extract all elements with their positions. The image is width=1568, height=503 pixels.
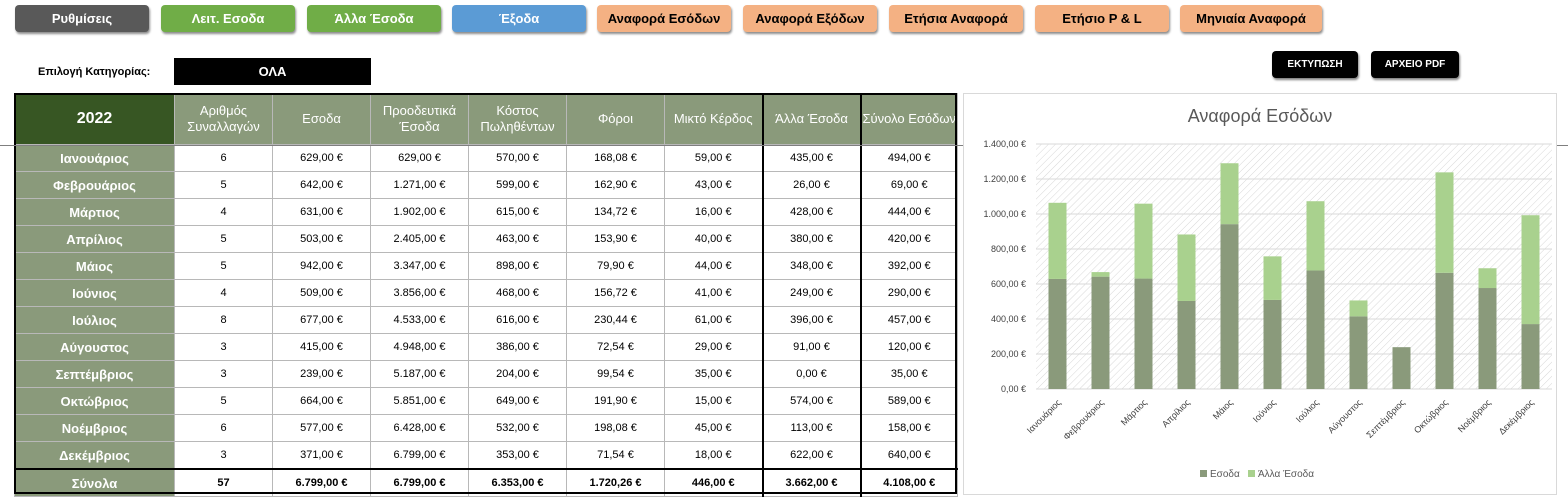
table-cell: 380,00 € (763, 226, 861, 253)
table-cell: 162,90 € (567, 172, 665, 199)
table-cell: 468,00 € (469, 280, 567, 307)
table-cell: 8 (175, 307, 273, 334)
month-cell: Απρίλιος (15, 226, 175, 253)
bar-other-income (1522, 215, 1540, 324)
table-cell: 6.799,00 € (371, 442, 469, 470)
table-cell: 457,00 € (861, 307, 958, 334)
table-row (15, 172, 958, 199)
bar-other-income (1307, 201, 1325, 270)
table-cell: 5.187,00 € (371, 361, 469, 388)
x-tick-label: Δεκέμβριος (1496, 397, 1536, 437)
table-cell: 615,00 € (469, 199, 567, 226)
table-row (15, 415, 958, 442)
table-cell: 0,00 € (763, 361, 861, 388)
total-cell: 3.662,00 € (763, 469, 861, 497)
y-tick-label: 0,00 € (1000, 384, 1026, 394)
table-cell: 2.405,00 € (371, 226, 469, 253)
bar-income (1479, 288, 1497, 389)
table-cell: 396,00 € (763, 307, 861, 334)
x-tick-label: Μάιος (1210, 397, 1235, 422)
table-cell: 435,00 € (763, 145, 861, 172)
column-header: Κόστος Πωληθέντων (469, 94, 567, 145)
legend-label: Άλλα Έσοδα (1258, 469, 1315, 480)
column-header: Εσοδα (273, 94, 371, 145)
table-cell: 79,90 € (567, 253, 665, 280)
table-cell: 5.851,00 € (371, 388, 469, 415)
annual-pl-button[interactable]: Ετήσιο P & L (1035, 5, 1169, 32)
y-tick-label: 800,00 € (990, 244, 1026, 254)
table-cell: 570,00 € (469, 145, 567, 172)
table-row (15, 307, 958, 334)
month-cell: Νοέμβριος (15, 415, 175, 442)
total-cell: 6.799,00 € (273, 469, 371, 497)
table-cell: 420,00 € (861, 226, 958, 253)
expense-report-button[interactable]: Αναφορά Εξόδων (743, 5, 877, 32)
table-cell: 428,00 € (763, 199, 861, 226)
table-cell: 5 (175, 253, 273, 280)
table-cell: 35,00 € (665, 361, 763, 388)
income-report-table (14, 93, 958, 497)
table-row (15, 199, 958, 226)
pdf-button[interactable]: ΑΡΧΕΙΟ PDF (1371, 51, 1459, 78)
table-cell: 26,00 € (763, 172, 861, 199)
column-header: Προοδευτικά Έσοδα (371, 94, 469, 145)
table-cell: 3.347,00 € (371, 253, 469, 280)
income-chart (963, 93, 1557, 495)
bar-income (1264, 300, 1282, 389)
column-header: Φόροι (567, 94, 665, 145)
bar-other-income (1350, 300, 1368, 316)
legend-swatch (1248, 470, 1255, 477)
bar-income (1135, 279, 1153, 389)
operating-income-button[interactable]: Λειτ. Εσοδα (161, 5, 295, 32)
table-cell: 29,00 € (665, 334, 763, 361)
bar-income (1221, 224, 1239, 389)
settings-button[interactable]: Ρυθμίσεις (15, 5, 149, 32)
table-cell: 3 (175, 442, 273, 470)
table-row (15, 145, 958, 172)
table-cell: 230,44 € (567, 307, 665, 334)
table-cell: 649,00 € (469, 388, 567, 415)
table-cell: 134,72 € (567, 199, 665, 226)
year-header: 2022 (15, 94, 175, 145)
table-cell: 18,00 € (665, 442, 763, 470)
table-cell: 71,54 € (567, 442, 665, 470)
y-tick-label: 1.200,00 € (983, 174, 1026, 184)
table-cell: 72,54 € (567, 334, 665, 361)
table-cell: 198,08 € (567, 415, 665, 442)
table-row (15, 226, 958, 253)
totals-label: Σύνολα (15, 469, 175, 497)
total-cell: 6.353,00 € (469, 469, 567, 497)
table-cell: 6 (175, 415, 273, 442)
bar-other-income (1221, 163, 1239, 224)
table-cell: 577,00 € (273, 415, 371, 442)
month-cell: Μάρτιος (15, 199, 175, 226)
table-cell: 1.902,00 € (371, 199, 469, 226)
totals-row (15, 469, 958, 497)
table-cell: 677,00 € (273, 307, 371, 334)
y-tick-label: 1.000,00 € (983, 209, 1026, 219)
table-row (15, 280, 958, 307)
total-cell: 4.108,00 € (861, 469, 958, 497)
column-header: Μικτό Κέρδος (665, 94, 763, 145)
month-cell: Ιούνιος (15, 280, 175, 307)
x-tick-label: Φεβρουάριος (1061, 397, 1106, 442)
table-cell: 629,00 € (273, 145, 371, 172)
bar-other-income (1264, 256, 1282, 300)
total-cell: 1.720,26 € (567, 469, 665, 497)
table-cell: 43,00 € (665, 172, 763, 199)
print-button[interactable]: ΕΚΤΥΠΩΣΗ (1272, 51, 1358, 78)
x-tick-label: Μάρτιος (1118, 397, 1149, 428)
x-tick-label: Ιανουάριος (1024, 397, 1063, 436)
monthly-report-button[interactable]: Μηνιαία Αναφορά (1180, 5, 1322, 32)
table-cell: 642,00 € (273, 172, 371, 199)
table-cell: 59,00 € (665, 145, 763, 172)
table-cell: 622,00 € (763, 442, 861, 470)
expenses-button[interactable]: Έξοδα (452, 5, 586, 32)
bar-other-income (1479, 268, 1497, 288)
table-cell: 616,00 € (469, 307, 567, 334)
table-cell: 1.271,00 € (371, 172, 469, 199)
income-report-button[interactable]: Αναφορά Εσόδων (597, 5, 731, 32)
table-cell: 664,00 € (273, 388, 371, 415)
table-cell: 3 (175, 334, 273, 361)
bar-income (1393, 347, 1411, 389)
other-income-button[interactable]: Άλλα Έσοδα (307, 5, 441, 32)
table-row (15, 361, 958, 388)
table-cell: 16,00 € (665, 199, 763, 226)
table-cell: 249,00 € (763, 280, 861, 307)
table-cell: 353,00 € (469, 442, 567, 470)
month-cell: Σεπτέμβριος (15, 361, 175, 388)
legend-label: Εσοδα (1210, 469, 1240, 480)
table-cell: 532,00 € (469, 415, 567, 442)
table-cell: 444,00 € (861, 199, 958, 226)
annual-report-button[interactable]: Ετήσια Αναφορά (889, 5, 1023, 32)
table-cell: 494,00 € (861, 145, 958, 172)
table-cell: 35,00 € (861, 361, 958, 388)
month-cell: Ιανουάριος (15, 145, 175, 172)
table-cell: 5 (175, 226, 273, 253)
month-cell: Δεκέμβριος (15, 442, 175, 470)
table-cell: 61,00 € (665, 307, 763, 334)
table-cell: 120,00 € (861, 334, 958, 361)
table-cell: 415,00 € (273, 334, 371, 361)
table-row (15, 253, 958, 280)
x-tick-label: Ιούνιος (1250, 397, 1278, 425)
month-cell: Μάιος (15, 253, 175, 280)
bar-other-income (1135, 204, 1153, 279)
table-cell: 509,00 € (273, 280, 371, 307)
table-cell: 3.856,00 € (371, 280, 469, 307)
table-cell: 503,00 € (273, 226, 371, 253)
total-cell: 446,00 € (665, 469, 763, 497)
x-tick-label: Νοέμβριος (1455, 397, 1493, 435)
chart-canvas (964, 94, 1556, 494)
month-cell: Οκτώβριος (15, 388, 175, 415)
table-cell: 640,00 € (861, 442, 958, 470)
plot-area (1036, 144, 1552, 389)
table-cell: 942,00 € (273, 253, 371, 280)
table-cell: 69,00 € (861, 172, 958, 199)
table-cell: 153,90 € (567, 226, 665, 253)
legend-swatch (1200, 470, 1207, 477)
table-cell: 599,00 € (469, 172, 567, 199)
table-cell: 898,00 € (469, 253, 567, 280)
month-cell: Ιούλιος (15, 307, 175, 334)
table-cell: 204,00 € (469, 361, 567, 388)
table-cell: 191,90 € (567, 388, 665, 415)
bar-other-income (1092, 272, 1110, 277)
table-cell: 4 (175, 199, 273, 226)
table-cell: 158,00 € (861, 415, 958, 442)
table-cell: 113,00 € (763, 415, 861, 442)
table-cell: 6.428,00 € (371, 415, 469, 442)
column-header: Αριθμός Συναλλαγών (175, 94, 273, 145)
y-tick-label: 1.400,00 € (983, 139, 1026, 149)
table-cell: 4.533,00 € (371, 307, 469, 334)
table-cell: 15,00 € (665, 388, 763, 415)
bar-income (1436, 273, 1454, 389)
x-tick-label: Ιούλιος (1293, 397, 1321, 425)
table-cell: 463,00 € (469, 226, 567, 253)
y-tick-label: 400,00 € (990, 314, 1026, 324)
y-tick-label: 200,00 € (990, 349, 1026, 359)
table-cell: 574,00 € (763, 388, 861, 415)
table-cell: 3 (175, 361, 273, 388)
table-cell: 386,00 € (469, 334, 567, 361)
bar-other-income (1049, 203, 1067, 279)
x-tick-label: Απρίλιος (1159, 397, 1192, 430)
table-cell: 4 (175, 280, 273, 307)
x-tick-label: Οκτώβριος (1412, 397, 1450, 436)
table-cell: 168,08 € (567, 145, 665, 172)
table-cell: 40,00 € (665, 226, 763, 253)
total-cell: 6.799,00 € (371, 469, 469, 497)
bar-income (1307, 271, 1325, 389)
table-row (15, 334, 958, 361)
month-cell: Αύγουστος (15, 334, 175, 361)
bar-other-income (1178, 234, 1196, 301)
table-cell: 290,00 € (861, 280, 958, 307)
table-cell: 371,00 € (273, 442, 371, 470)
table-cell: 41,00 € (665, 280, 763, 307)
category-select[interactable]: ΟΛΑ (174, 58, 371, 85)
table-cell: 45,00 € (665, 415, 763, 442)
bar-income (1178, 301, 1196, 389)
table-cell: 629,00 € (371, 145, 469, 172)
table-cell: 156,72 € (567, 280, 665, 307)
table-cell: 239,00 € (273, 361, 371, 388)
bar-income (1522, 324, 1540, 389)
table-cell: 392,00 € (861, 253, 958, 280)
x-tick-label: Αύγουστος (1325, 397, 1364, 436)
table-cell: 631,00 € (273, 199, 371, 226)
column-header: Άλλα Έσοδα (763, 94, 861, 145)
month-cell: Φεβρουάριος (15, 172, 175, 199)
table-cell: 99,54 € (567, 361, 665, 388)
bar-other-income (1436, 172, 1454, 272)
table-cell: 4.948,00 € (371, 334, 469, 361)
table-cell: 91,00 € (763, 334, 861, 361)
table-row (15, 388, 958, 415)
category-label: Επιλογή Κατηγορίας: (38, 66, 151, 78)
table-cell: 348,00 € (763, 253, 861, 280)
table-cell: 5 (175, 388, 273, 415)
bar-income (1049, 279, 1067, 389)
table-cell: 44,00 € (665, 253, 763, 280)
bar-income (1350, 316, 1368, 389)
x-tick-label: Σεπτέμβριος (1364, 397, 1407, 440)
chart-title: Αναφορά Εσόδων (1187, 106, 1333, 126)
total-cell: 57 (175, 469, 273, 497)
table-cell: 6 (175, 145, 273, 172)
table-cell: 5 (175, 172, 273, 199)
table-header-row (15, 94, 958, 145)
bar-income (1092, 277, 1110, 389)
y-tick-label: 600,00 € (990, 279, 1026, 289)
table-cell: 589,00 € (861, 388, 958, 415)
table-row (15, 442, 958, 470)
column-header: Σύνολο Εσόδων (861, 94, 958, 145)
